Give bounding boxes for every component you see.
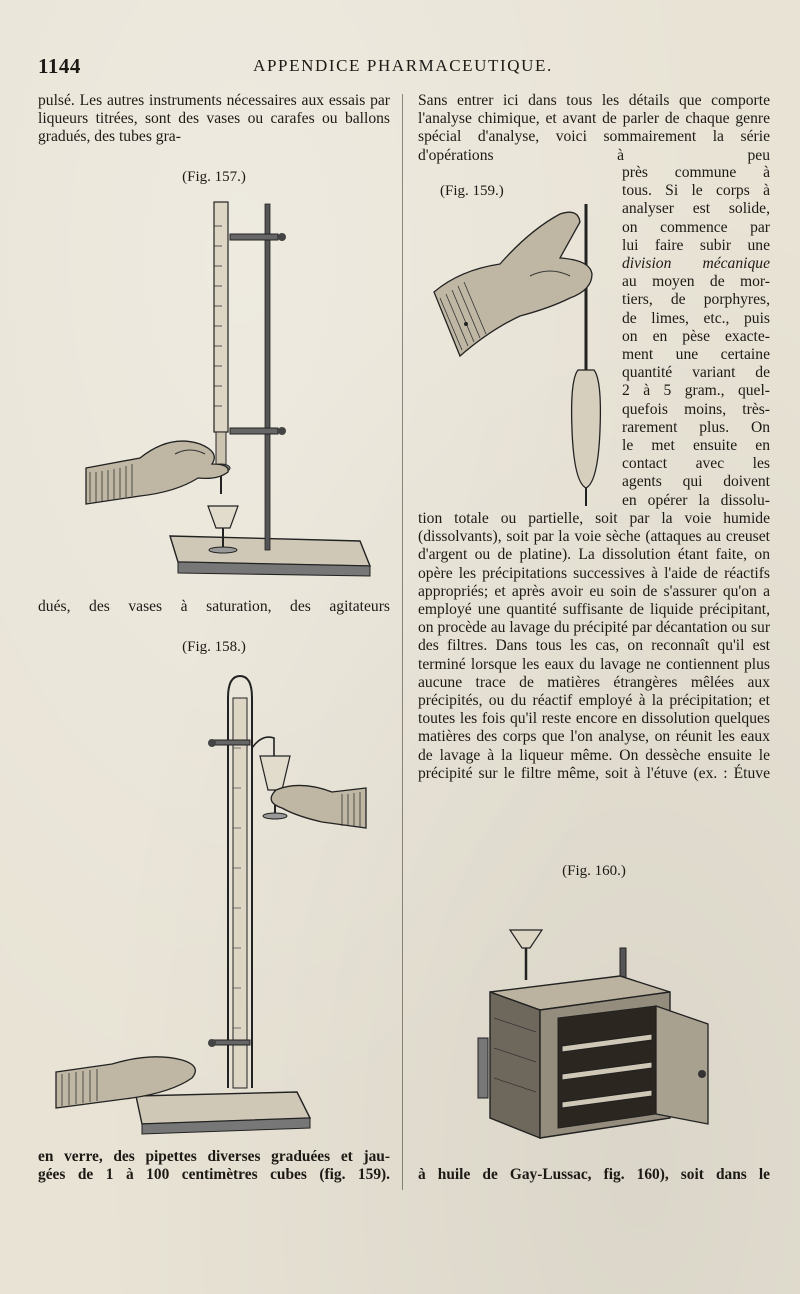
text-line: le met ensuite en xyxy=(622,437,770,455)
text-line: analyser est solide, xyxy=(622,200,770,218)
page-number: 1144 xyxy=(38,54,81,78)
right-column-bottom-text xyxy=(418,1166,770,1184)
figure-159-caption: (Fig. 159.) xyxy=(440,183,504,199)
left-column-middle-text xyxy=(38,598,390,616)
text-line: à huile de Gay-Lussac, fig. 160), soit dans le xyxy=(418,1166,770,1183)
paragraph: pulsé. Les autres instruments nécessaires aux essais par liqueurs titrées, sont des vases ou carafes ou ballons gradués, des tubes gra- xyxy=(38,92,390,146)
text-line: on commence par xyxy=(622,218,770,236)
right-column-main-text xyxy=(418,510,770,783)
figure-157-burette-illustration xyxy=(80,196,380,591)
text-line: en verre, des pipettes diverses graduées et jau- xyxy=(38,1148,390,1165)
left-column-bottom-text xyxy=(38,1148,390,1184)
paragraph: Sans entrer ici dans tous les détails que comporte l'analyse chimique, et avant de parler de chaque genre spécial d'analyse, voici sommairement la série d'opérations à peu xyxy=(418,92,770,164)
text-line: ment une certaine xyxy=(622,346,770,364)
left-column-top-text xyxy=(38,92,390,147)
figure-157-caption: (Fig. 157.) xyxy=(182,169,246,185)
text-line: rarement plus. On xyxy=(622,418,770,436)
text-line: agents qui doivent xyxy=(622,473,770,491)
text-line: quefois moins, très- xyxy=(622,400,770,418)
text-line: de limes, etc., puis xyxy=(622,309,770,327)
figure-160-caption: (Fig. 160.) xyxy=(562,863,626,879)
text-line: lui faire subir une xyxy=(622,236,770,254)
figure-160-gay-lussac-oven-illustration xyxy=(470,888,730,1148)
paragraph: dués, des vases à saturation, des agitateurs xyxy=(38,598,390,615)
text-line: contact avec les xyxy=(622,455,770,473)
text-line: tiers, de porphyres, xyxy=(622,291,770,309)
paragraph: tion totale ou partielle, soit par la voie humide (dissolvants), soit par la voie sèche (attaques au creuset d'argent ou de platine). La dissolution étant faite, on opère les précipitations successives à l'aide de réactifs appropriés; et après avoir eu soin de s'assurer qu'on a employé une quantité suffisante de liquide précipitant, on procède au lavage du précipité par décantation ou sur des filtres. Dans tous les cas, on reconnaît qu'il est terminé lorsque les eaux du lavage ne contiennent plus aucune trace de matières étrangères mêlées aux précipités, ou du réactif employé à la précipitation; et toutes les fois qu'il reste encore en dissolution quelques matières des corps que l'on analyse, on réunit les eaux de lavage à la liqueur même. On dessèche ensuite le précipité sur le filtre même, soit à l'étuve (ex. : Étuve xyxy=(418,510,771,782)
text-line: gées de 1 à 100 centimètres cubes (fig. 159). xyxy=(38,1166,390,1184)
text-line: 2 à 5 gram., quel- xyxy=(622,382,770,400)
text-line: on en pèse exacte- xyxy=(622,327,770,345)
running-title: APPENDICE PHARMACEUTIQUE. xyxy=(253,56,553,75)
figure-158-caption: (Fig. 158.) xyxy=(182,639,246,655)
figure-158-pipette-stand-illustration xyxy=(52,668,372,1138)
text-line: au moyen de mor- xyxy=(622,273,770,291)
text-line: division mécanique xyxy=(622,255,770,273)
right-column-top-text xyxy=(418,92,770,165)
figure-159-pipette-illustration xyxy=(420,200,620,510)
text-line: tous. Si le corps à xyxy=(622,182,770,200)
text-line: en opérer la dissolu- xyxy=(622,491,770,509)
column-divider xyxy=(402,94,403,1190)
text-line: quantité variant de xyxy=(622,364,770,382)
page-header xyxy=(38,54,768,80)
right-column-wrap-text xyxy=(622,164,770,510)
text-line: près commune à xyxy=(622,164,770,181)
